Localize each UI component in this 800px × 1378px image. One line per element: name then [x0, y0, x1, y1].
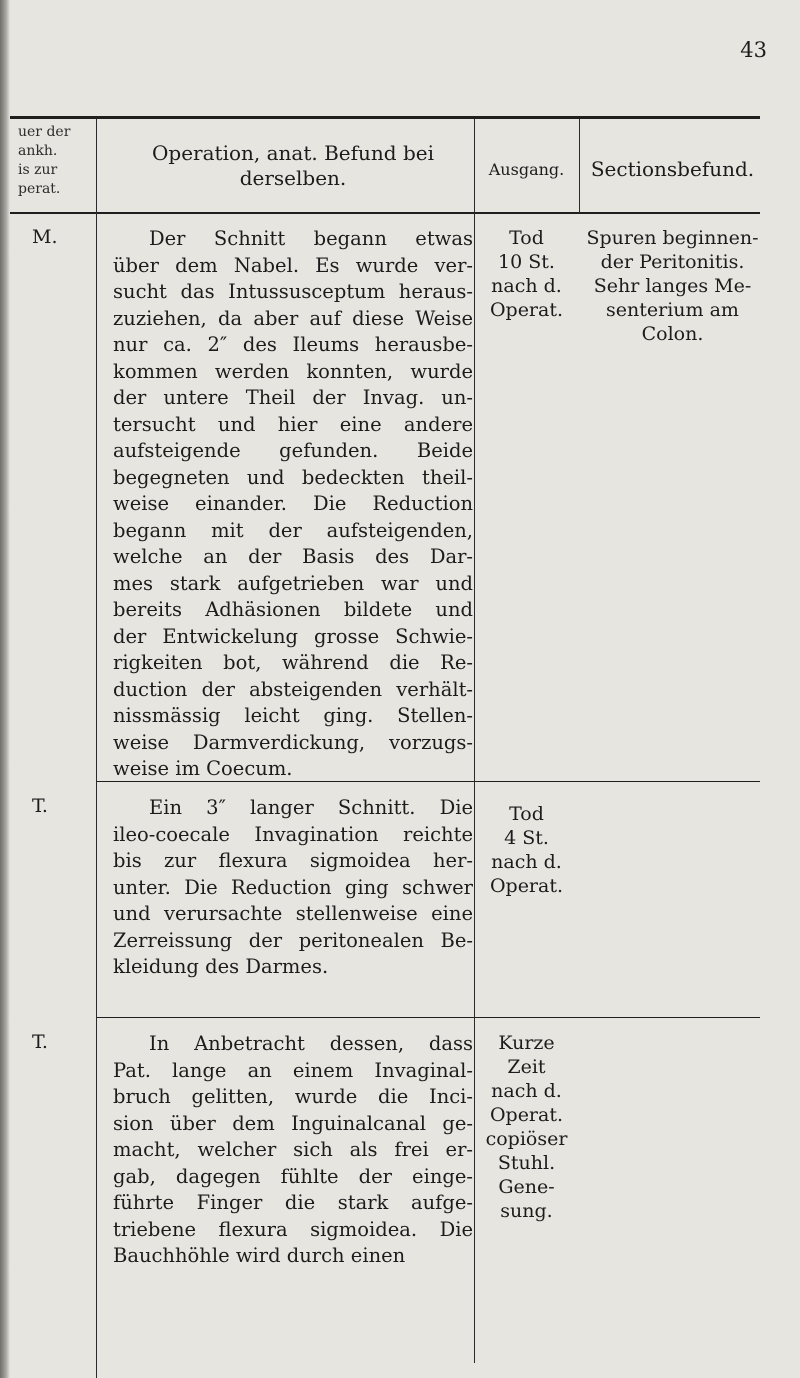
header-col-sectionsbefund: Sectionsbefund.: [590, 157, 755, 181]
text-line: gab, dagegen fühlte der einge-: [113, 1164, 473, 1188]
header-col-operation-line: Operation, anat. Befund bei: [152, 141, 434, 165]
header-col-patient-line: ankh.: [18, 143, 58, 159]
text-line: 4 St.: [504, 827, 549, 849]
header-col-patient: [12, 123, 96, 199]
text-line: Stuhl.: [497, 1152, 556, 1174]
text-line: und verursachte stellenweise eine: [113, 902, 473, 925]
text-line: welche an der Basis des Dar-: [113, 545, 473, 568]
text-line: sion über dem Inguinalcanal ge-: [113, 1111, 473, 1135]
text-line: nach d.: [491, 1080, 562, 1102]
header-col-operation: [113, 141, 473, 191]
header-col-patient-line: uer der: [18, 124, 71, 140]
text-line: aufsteigende gefunden. Beide: [113, 439, 473, 462]
text-line: nach d.: [491, 851, 562, 873]
text-line: rigkeiten bot, während die Re-: [113, 651, 473, 674]
page-binding-edge: [0, 0, 10, 1378]
text-line: begegneten und bedeckten theil-: [113, 465, 473, 489]
table-top-rule: [10, 116, 760, 119]
text-line: duction der absteigenden verhält-: [113, 677, 473, 701]
text-line: sung.: [500, 1200, 553, 1222]
text-line: Spuren beginnen-: [586, 227, 759, 249]
row-1-operation: [113, 226, 473, 783]
text-line: bruch gelitten, wurde die Inci-: [113, 1085, 473, 1108]
row-1-ausgang: [475, 226, 578, 322]
text-line: copiöser: [485, 1128, 568, 1150]
text-line: der Peritonitis.: [600, 251, 745, 273]
text-line: Zerreissung der peritonealen Be-: [113, 928, 473, 952]
text-line: weise Darmverdickung, vorzugs-: [113, 730, 473, 754]
header-col-patient-line: perat.: [18, 181, 61, 197]
text-line: senterium am: [606, 299, 739, 321]
text-line: triebene flexura sigmoidea. Die: [113, 1217, 473, 1241]
text-line: In Anbetracht dessen, dass: [149, 1032, 473, 1055]
row-1-stub: M.: [32, 226, 58, 248]
text-line: unter. Die Reduction ging schwer: [113, 875, 473, 899]
header-col-ausgang: Ausgang.: [488, 160, 565, 179]
row-2-operation: [113, 795, 473, 981]
text-line: Kurze: [498, 1032, 555, 1054]
text-line: sucht das Intussusceptum heraus-: [113, 280, 473, 303]
text-line: tersucht und hier eine andere: [113, 412, 473, 436]
text-line: Zeit: [507, 1056, 546, 1078]
row-1-sectionsbefund: [580, 226, 765, 346]
row-3-ausgang: [475, 1031, 578, 1223]
text-line: Colon.: [641, 323, 704, 345]
text-line: Operat.: [489, 1104, 564, 1126]
text-line: nur ca. 2″ des Ileums herausbe-: [113, 333, 473, 356]
text-line: führte Finger die stark aufge-: [113, 1191, 473, 1214]
header-col-patient-line: is zur: [18, 162, 58, 178]
row-3-stub: T.: [32, 1031, 48, 1053]
text-line: kommen werden konnten, wurde: [113, 359, 473, 383]
text-line: Operat.: [489, 299, 564, 321]
text-line: weise einander. Die Reduction: [113, 492, 473, 515]
text-line: mes stark aufgetrieben war und: [113, 571, 473, 595]
header-bottom-rule: [10, 212, 760, 214]
text-line: macht, welcher sich als frei er-: [113, 1138, 473, 1161]
row-3-operation: [113, 1031, 473, 1270]
text-line: 10 St.: [498, 251, 555, 273]
header-col-operation-line: derselben.: [239, 166, 347, 190]
text-line: Ein 3″ langer Schnitt. Die: [149, 796, 473, 819]
text-line: kleidung des Darmes.: [113, 955, 329, 978]
text-line: Bauchhöhle wird durch einen: [113, 1244, 406, 1267]
text-line: der Entwickelung grosse Schwie-: [113, 624, 473, 648]
text-line: Gene-: [498, 1176, 555, 1198]
text-line: Pat. lange an einem Invaginal-: [113, 1058, 473, 1082]
text-line: der untere Theil der Invag. un-: [113, 386, 473, 409]
text-line: Operat.: [489, 875, 564, 897]
text-line: ileo-coecale Invagination reichte: [113, 822, 473, 846]
text-line: Sehr langes Me-: [593, 275, 752, 297]
text-line: Tod: [509, 227, 544, 249]
row-2-ausgang: [475, 802, 578, 898]
text-line: begann mit der aufsteigenden,: [113, 518, 473, 542]
row-2-stub: T.: [32, 795, 48, 817]
row-divider-2: [96, 1017, 760, 1018]
column-rule-1: [96, 119, 97, 1378]
text-line: Der Schnitt begann etwas: [149, 227, 473, 250]
text-line: bereits Adhäsionen bildete und: [113, 598, 473, 621]
text-line: nissmässig leicht ging. Stellen-: [113, 704, 473, 727]
text-line: zuziehen, da aber auf diese Weise: [113, 306, 473, 330]
text-line: Tod: [509, 803, 544, 825]
page-number: 43: [740, 38, 767, 62]
text-line: bis zur flexura sigmoidea her-: [113, 849, 473, 872]
text-line: nach d.: [491, 275, 562, 297]
text-line: über dem Nabel. Es wurde ver-: [113, 253, 473, 277]
text-line: weise im Coecum.: [113, 757, 293, 780]
